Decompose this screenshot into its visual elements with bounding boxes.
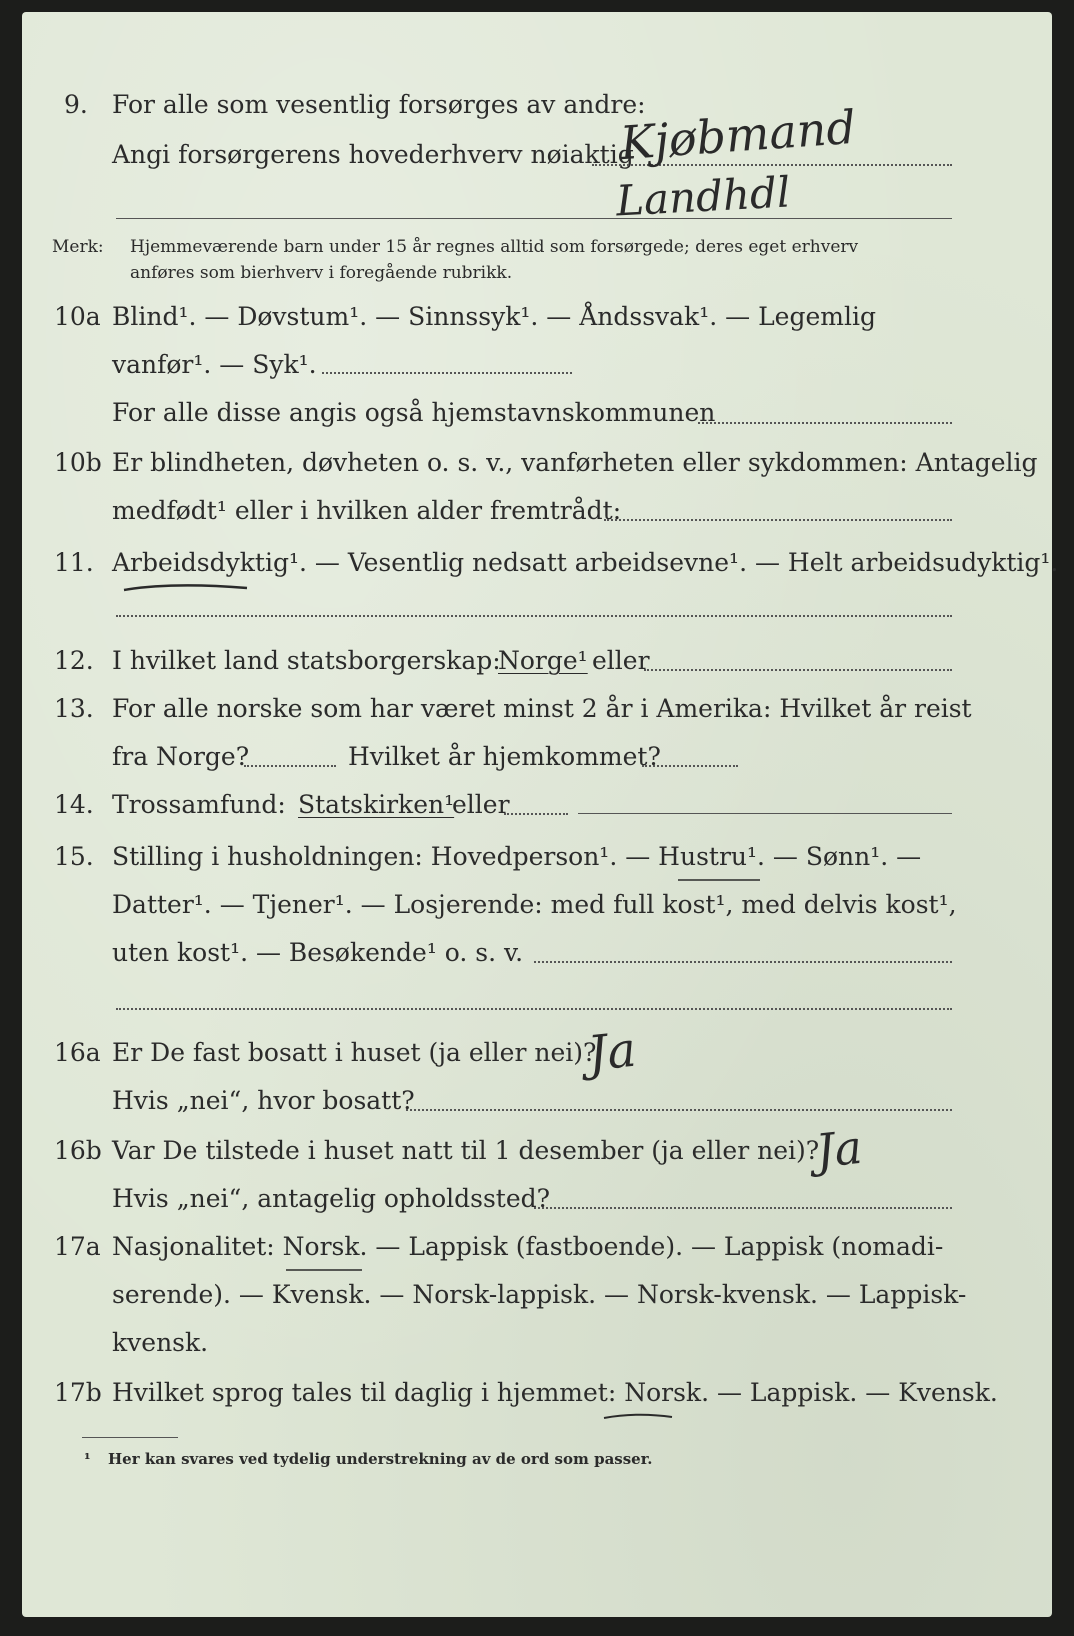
- q11-underline-mark: [122, 582, 252, 594]
- question-number-9: 9.: [64, 90, 88, 119]
- q13-year-returned-line: [642, 765, 738, 767]
- q9-line1: For alle som vesentlig forsørges av andre:: [112, 90, 646, 119]
- q15-line2: Datter¹. — Tjener¹. — Losjerende: med full kost¹, med delvis kost¹,: [112, 890, 957, 919]
- q11-line1: Arbeidsdyktig¹. — Vesentlig nedsatt arbeidsevne¹. — Helt arbeidsudyktig¹.: [112, 548, 1059, 577]
- q10a-line3: For alle disse angis også hjemstavnskommunen: [112, 398, 716, 427]
- q15-extra-line: [116, 1008, 952, 1010]
- q13-year-left-line: [244, 765, 336, 767]
- q15-line1: Stilling i husholdningen: Hovedperson¹. — Hustru¹. — Sønn¹. —: [112, 842, 922, 871]
- q14-text-a: Trossamfund:: [112, 790, 286, 819]
- merk-label: Merk:: [52, 237, 104, 257]
- q14-answer-line: [578, 813, 952, 814]
- q16b-handwritten-answer: Ja: [813, 1119, 865, 1179]
- q16a-answer-line: [406, 1109, 952, 1111]
- q10a-sick-line: [322, 372, 572, 374]
- question-number-17b: 17b: [54, 1378, 102, 1407]
- merk-line1: Hjemmeværende barn under 15 år regnes alltid som forsørgede; deres eget erhverv: [130, 237, 859, 257]
- footnote-text: Her kan svares ved tydelig understrekning av de ord som passer.: [108, 1450, 653, 1468]
- q17b-underline-norsk: [602, 1412, 676, 1422]
- q14-answer-dots: [504, 813, 568, 815]
- q15-answer-line: [534, 961, 952, 963]
- q10b-line1: Er blindheten, døvheten o. s. v., vanførheten eller sykdommen: Antagelig: [112, 448, 1038, 477]
- question-number-17a: 17a: [54, 1232, 101, 1261]
- merk-line2: anføres som bierhverv i foregående rubrikk.: [130, 263, 513, 283]
- q14-text-statskirken: Statskirken¹: [298, 790, 455, 819]
- q17a-line2: serende). — Kvensk. — Norsk-lappisk. — Norsk-kvensk. — Lappisk-: [112, 1280, 967, 1309]
- footnote-mark: ¹: [84, 1450, 91, 1468]
- question-number-13: 13.: [54, 694, 94, 723]
- question-number-12: 12.: [54, 646, 94, 675]
- q10b-answer-line: [604, 519, 952, 521]
- q17a-line1: Nasjonalitet: Norsk. — Lappisk (fastboende). — Lappisk (nomadi-: [112, 1232, 944, 1261]
- q12-text-eller: eller: [592, 646, 650, 675]
- q17a-line3: kvensk.: [112, 1328, 209, 1357]
- q15-line3: uten kost¹. — Besøkende¹ o. s. v.: [112, 938, 524, 967]
- q9-handwritten-answer-1: Kjøbmand: [618, 99, 858, 171]
- question-number-11: 11.: [54, 548, 94, 577]
- q13-line1: For alle norske som har været minst 2 år i Amerika: Hvilket år reist: [112, 694, 972, 723]
- q15-underline-hustru: [678, 876, 764, 884]
- q13-text-from-norway: fra Norge?: [112, 742, 250, 771]
- q16b-line1: Var De tilstede i huset natt til 1 desember (ja eller nei)?: [112, 1136, 820, 1165]
- q9-line2: Angi forsørgerens hovederhverv nøiaktig: [112, 140, 634, 169]
- question-number-15: 15.: [54, 842, 94, 871]
- question-number-16b: 16b: [54, 1136, 102, 1165]
- question-number-10a: 10a: [54, 302, 101, 331]
- q12-answer-line: [644, 669, 952, 671]
- question-number-14: 14.: [54, 790, 94, 819]
- q9-handwritten-answer-2: Landhdl: [614, 167, 792, 226]
- q14-text-eller: eller: [452, 790, 510, 819]
- q10b-line2: medfødt¹ eller i hvilken alder fremtrådt:: [112, 496, 622, 525]
- q10a-line1: Blind¹. — Døvstum¹. — Sinnssyk¹. — Åndssvak¹. — Legemlig: [112, 302, 876, 331]
- q9-rule: [116, 218, 952, 219]
- q16a-line1: Er De fast bosatt i huset (ja eller nei)?: [112, 1038, 597, 1067]
- q16a-line2: Hvis „nei“, hvor bosatt?: [112, 1086, 415, 1115]
- q11-answer-line: [116, 615, 952, 617]
- q10a-line2: vanfør¹. — Syk¹.: [112, 350, 317, 379]
- q17b-line1: Hvilket sprog tales til daglig i hjemmet: Norsk. — Lappisk. — Kvensk.: [112, 1378, 998, 1407]
- q12-text-a: I hvilket land statsborgerskap:: [112, 646, 501, 675]
- q12-text-norge: Norge¹: [498, 646, 588, 675]
- q13-text-returned: Hvilket år hjemkommet?: [348, 742, 661, 771]
- census-form-page: [22, 12, 1059, 1617]
- question-number-10b: 10b: [54, 448, 102, 477]
- q17a-underline-norsk: [286, 1266, 366, 1274]
- q16b-answer-line: [534, 1207, 952, 1209]
- footnote-rule: [82, 1437, 178, 1438]
- question-number-16a: 16a: [54, 1038, 101, 1067]
- q16a-handwritten-answer: Ja: [585, 1021, 639, 1083]
- q10a-municipality-line: [698, 422, 952, 424]
- q16b-line2: Hvis „nei“, antagelig opholdssted?: [112, 1184, 551, 1213]
